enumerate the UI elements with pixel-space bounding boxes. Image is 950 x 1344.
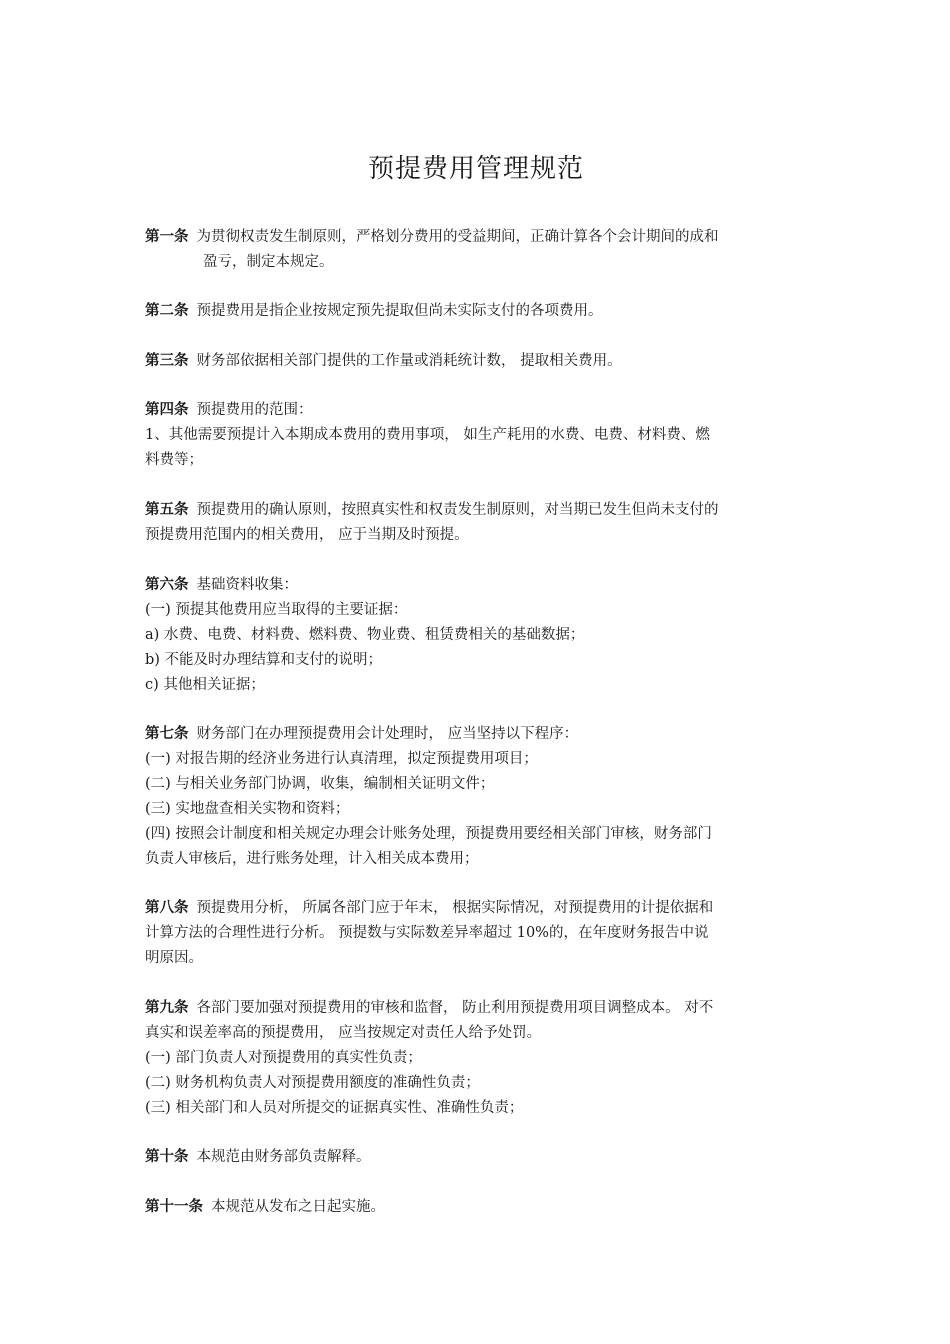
- article-text-continued: 盈亏，制定本规定。: [203, 254, 334, 270]
- article-heading: 第十一条: [145, 1199, 203, 1215]
- article-item: 计算方法的合理性进行分析。 预提数与实际数差异率超过 10%的，在年度财务报告中说: [145, 925, 709, 941]
- article-item: (二) 财务机构负责人对预提费用额度的准确性负责；: [145, 1075, 480, 1091]
- article-8: [145, 896, 807, 971]
- article-5: [145, 498, 807, 548]
- article-heading: 第四条: [145, 402, 189, 418]
- article-text: 预提费用的确认原则，按照真实性和权责发生制原则，对当期已发生但尚未支付的: [196, 502, 719, 518]
- document-title: 预提费用管理规范: [367, 154, 584, 185]
- article-item: c) 其他相关证据；: [145, 677, 265, 693]
- article-item: (一) 部门负责人对预提费用的真实性负责；: [145, 1050, 422, 1066]
- article-9: [145, 996, 807, 1121]
- article-heading: 第三条: [145, 353, 189, 369]
- article-heading: 第一条: [145, 229, 189, 245]
- article-text: 预提费用的范围：: [196, 402, 313, 418]
- article-heading: 第九条: [145, 1000, 189, 1016]
- article-text: 财务部门在办理预提费用会计处理时， 应当坚持以下程序：: [196, 726, 579, 742]
- article-item: a) 水费、电费、材料费、燃料费、物业费、租赁费相关的基础数据；: [145, 627, 585, 643]
- article-2: [145, 299, 807, 324]
- article-7: [145, 722, 807, 872]
- article-item: (三) 实地盘查相关实物和资料；: [145, 801, 350, 817]
- article-text: 为贯彻权责发生制原则，严格划分费用的受益期间，正确计算各个会计期间的成和: [196, 229, 719, 245]
- article-text: 财务部依据相关部门提供的工作量或消耗统计数， 提取相关费用。: [196, 353, 622, 369]
- article-heading: 第五条: [145, 502, 189, 518]
- article-item: b) 不能及时办理结算和支付的说明；: [145, 652, 383, 668]
- article-item: 负责人审核后，进行账务处理，计入相关成本费用；: [145, 851, 479, 867]
- article-heading: 第二条: [145, 303, 189, 319]
- article-text: 本规范由财务部负责解释。: [196, 1149, 371, 1165]
- article-6: [145, 573, 807, 698]
- article-3: [145, 349, 807, 374]
- article-item: 料费等；: [145, 452, 203, 468]
- article-text: 本规范从发布之日起实施。: [211, 1199, 385, 1215]
- article-text: 预提费用是指企业按规定预先提取但尚未实际支付的各项费用。: [196, 303, 603, 319]
- article-item: (四) 按照会计制度和相关规定办理会计账务处理，预提费用要经相关部门审核，财务部门: [145, 826, 712, 842]
- article-item: 1、其他需要预提计入本期成本费用的费用事项， 如生产耗用的水费、电费、材料费、燃: [145, 427, 710, 443]
- article-heading: 第八条: [145, 900, 189, 916]
- article-heading: 第六条: [145, 577, 189, 593]
- article-text: 各部门要加强对预提费用的审核和监督， 防止利用预提费用项目调整成本。 对不: [196, 1000, 714, 1016]
- article-text: 预提费用分析， 所属各部门应于年末， 根据实际情况，对预提费用的计提依据和: [196, 900, 714, 916]
- article-item: (一) 对报告期的经济业务进行认真清理，拟定预提费用项目；: [145, 751, 538, 767]
- article-11: [145, 1195, 807, 1220]
- article-4: [145, 398, 807, 473]
- article-text: 基础资料收集：: [196, 577, 298, 593]
- article-item: (一) 预提其他费用应当取得的主要证据：: [145, 602, 408, 618]
- article-heading: 第七条: [145, 726, 189, 742]
- article-item: (三) 相关部门和人员对所提交的证据真实性、准确性负责；: [145, 1100, 524, 1116]
- article-item: 明原因。: [145, 950, 203, 966]
- article-item: (二) 与相关业务部门协调，收集，编制相关证明文件；: [145, 776, 495, 792]
- article-1: [145, 225, 807, 275]
- article-10: [145, 1145, 807, 1170]
- article-heading: 第十条: [145, 1149, 189, 1165]
- article-item: 真实和误差率高的预提费用， 应当按规定对责任人给予处罚。: [145, 1025, 542, 1041]
- article-item: 预提费用范围内的相关费用， 应于当期及时预提。: [145, 527, 469, 543]
